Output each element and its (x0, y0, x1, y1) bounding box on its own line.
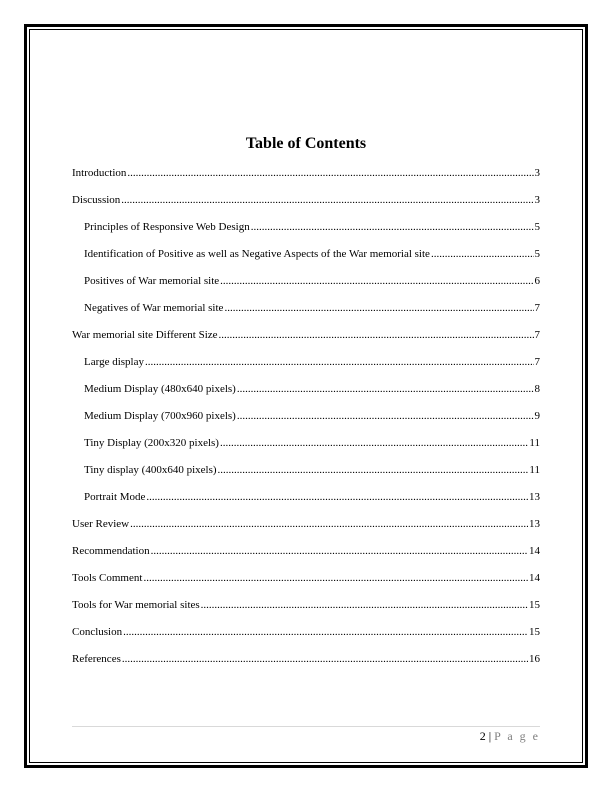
toc-entry[interactable] (72, 436, 540, 463)
toc-entry-page: 7 (534, 302, 540, 314)
toc-entry[interactable] (72, 571, 540, 598)
toc-entry-page: 15 (529, 599, 540, 611)
toc-leader-dots (220, 436, 528, 450)
toc-entry-page: 15 (529, 626, 540, 638)
toc-entry[interactable] (72, 598, 540, 625)
toc-entry-text: Medium Display (480x640 pixels) (84, 383, 236, 395)
toc-entry[interactable] (72, 463, 540, 490)
toc-entry[interactable] (72, 490, 540, 517)
toc-entry-page: 3 (534, 194, 540, 206)
toc-entry-page: 9 (534, 410, 540, 422)
toc-leader-dots (237, 382, 534, 396)
toc-leader-dots (431, 247, 534, 261)
page-footer (72, 729, 540, 743)
toc-leader-dots (201, 598, 528, 612)
toc-entry-text: References (72, 653, 121, 665)
toc-entry-text: Tiny Display (200x320 pixels) (84, 437, 219, 449)
footer-page-word: P a g e (494, 729, 540, 743)
toc-leader-dots (220, 274, 533, 288)
toc-entry[interactable] (72, 166, 540, 193)
toc-entry-text: Negatives of War memorial site (84, 302, 224, 314)
toc-entry-text: Tools for War memorial sites (72, 599, 200, 611)
toc-entry[interactable] (72, 409, 540, 436)
toc-entry-page: 11 (529, 464, 540, 476)
toc-entry-text: Tools Comment (72, 572, 143, 584)
toc-title: Table of Contents (245, 135, 367, 152)
toc-entry-text: User Review (72, 518, 130, 530)
toc-entry-page: 5 (534, 221, 540, 233)
toc-leader-dots (146, 490, 528, 504)
toc-entry[interactable] (72, 301, 540, 328)
toc-entry-page: 5 (534, 248, 540, 260)
toc-leader-dots (145, 355, 534, 369)
toc-entry-text: Discussion (72, 194, 121, 206)
footer-separator: | (488, 729, 492, 743)
toc-entry-page: 8 (534, 383, 540, 395)
toc-entry-page: 7 (534, 356, 540, 368)
toc-entry[interactable] (72, 220, 540, 247)
toc-entry-page: 6 (534, 275, 540, 287)
toc-entry-page: 14 (529, 545, 540, 557)
toc-entry[interactable] (72, 328, 540, 355)
toc-entry-text: Portrait Mode (84, 491, 146, 503)
toc-entry-text: Medium Display (700x960 pixels) (84, 410, 236, 422)
toc-leader-dots (143, 571, 528, 585)
toc-leader-dots (218, 463, 529, 477)
toc-entry-page: 13 (529, 518, 540, 530)
toc-entry[interactable] (72, 355, 540, 382)
toc-entry-text: Principles of Responsive Web Design (84, 221, 250, 233)
toc-entry[interactable] (72, 517, 540, 544)
toc-leader-dots (130, 517, 528, 531)
toc-leader-dots (123, 625, 528, 639)
toc-entry[interactable] (72, 193, 540, 220)
toc-entry[interactable] (72, 652, 540, 679)
toc-entry-page: 16 (529, 653, 540, 665)
toc-list (72, 166, 540, 679)
toc-entry[interactable] (72, 274, 540, 301)
toc-entry-text: Large display (84, 356, 144, 368)
toc-entry-page: 14 (529, 572, 540, 584)
toc-leader-dots (121, 193, 533, 207)
toc-leader-dots (151, 544, 528, 558)
toc-entry-text: Introduction (72, 167, 127, 179)
toc-entry-text: Conclusion (72, 626, 123, 638)
toc-entry-text: Recommendation (72, 545, 150, 557)
toc-entry-page: 7 (534, 329, 540, 341)
footer-page-number: 2 (479, 729, 486, 743)
footer-divider (72, 726, 540, 727)
toc-entry-page: 3 (534, 167, 540, 179)
toc-entry[interactable] (72, 382, 540, 409)
toc-entry-text: Positives of War memorial site (84, 275, 220, 287)
toc-entry[interactable] (72, 625, 540, 652)
toc-leader-dots (122, 652, 528, 666)
toc-entry[interactable] (72, 544, 540, 571)
toc-leader-dots (237, 409, 534, 423)
toc-entry[interactable] (72, 247, 540, 274)
toc-leader-dots (219, 328, 534, 342)
toc-leader-dots (127, 166, 533, 180)
toc-entry-text: Identification of Positive as well as Negative Aspects of the War memorial site (84, 248, 430, 260)
toc-entry-page: 13 (529, 491, 540, 503)
toc-entry-page: 11 (529, 437, 540, 449)
toc-leader-dots (224, 301, 533, 315)
toc-entry-text: War memorial site Different Size (72, 329, 218, 341)
toc-entry-text: Tiny display (400x640 pixels) (84, 464, 217, 476)
toc-leader-dots (251, 220, 534, 234)
